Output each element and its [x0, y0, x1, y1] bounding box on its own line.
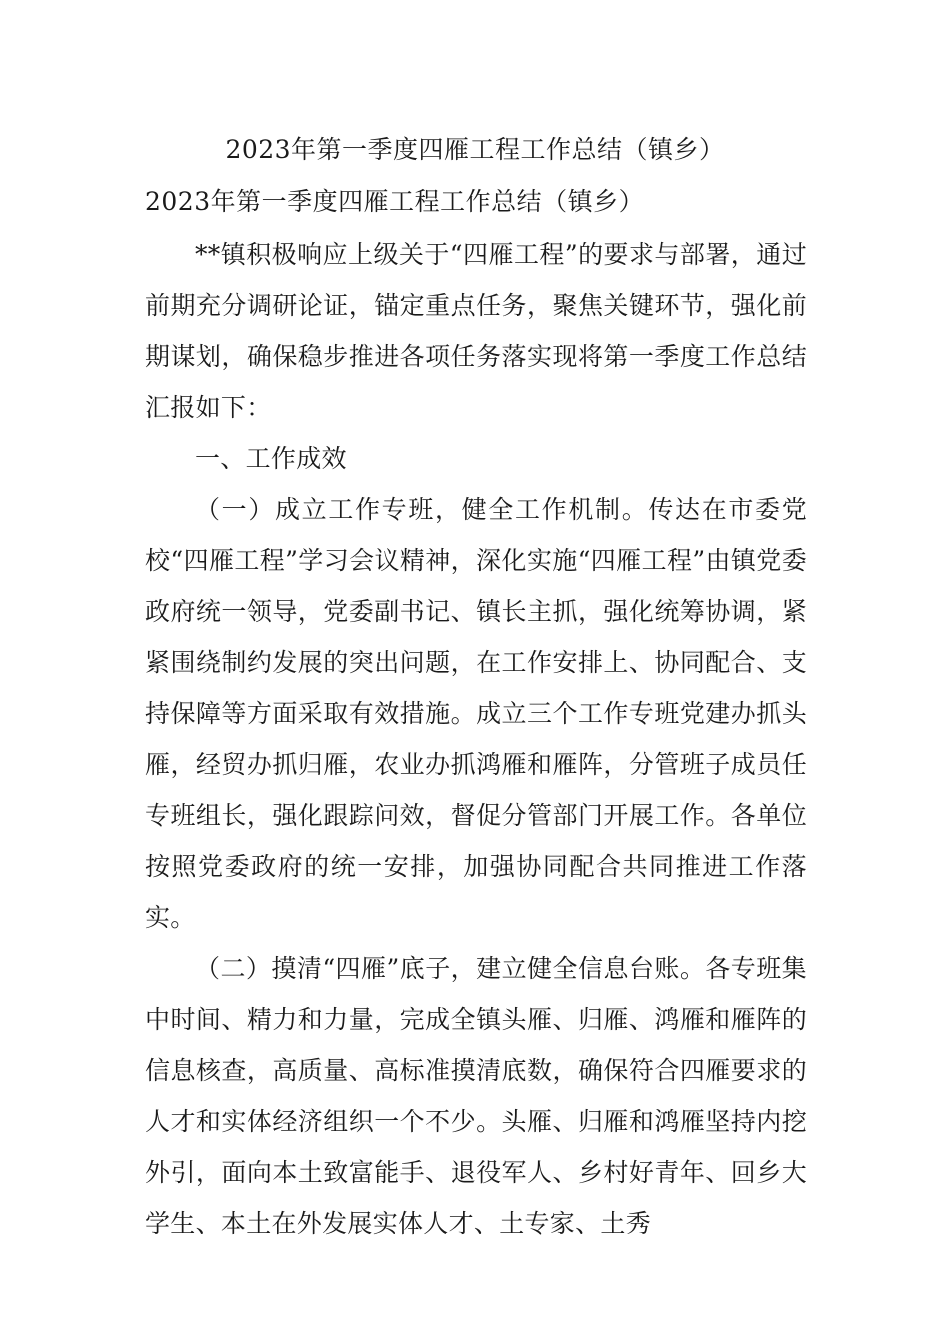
paragraph-work-team: （一）成立工作专班，健全工作机制。传达在市委党校“四雁工程”学习会议精神，深化实施“四雁工程”由镇党委政府统一领导，党委副书记、镇长主抓，强化统筹协调，紧紧围绕制约发展的突出问题，在工作安排上、协同配合、支持保障等方面采取有效措施。成立三个工作专班党建办抓头雁，经贸办抓归雁，农业办抓鸿雁和雁阵，分管班子成员任专班组长，强化跟踪问效，督促分管部门开展工作。各单位按照党委政府的统一安排，加强协同配合共同推进工作落实。 [145, 495, 807, 932]
document-body [145, 229, 807, 1249]
document-title: 2023年第一季度四雁工程工作总结（镇乡） [225, 135, 725, 164]
paragraph-intro: **镇积极响应上级关于“四雁工程”的要求与部署，通过前期充分调研论证，锚定重点任务，聚焦关键环节，强化前期谋划，确保稳步推进各项任务落实现将第一季度工作总结汇报如下： [145, 240, 807, 422]
paragraph-info-ledger: （二）摸清“四雁”底子，建立健全信息台账。各专班集中时间、精力和力量，完成全镇头雁、归雁、鸿雁和雁阵的信息核查，高质量、高标准摸清底数，确保符合四雁要求的人才和实体经济组织一个不少。头雁、归雁和鸿雁坚持内挖外引，面向本土致富能手、退役军人、乡村好青年、回乡大学生、本土在外发展实体人才、土专家、土秀 [145, 954, 807, 1238]
section-heading: 一、工作成效 [195, 444, 347, 473]
document-subtitle: 2023年第一季度四雁工程工作总结（镇乡） [145, 187, 645, 216]
